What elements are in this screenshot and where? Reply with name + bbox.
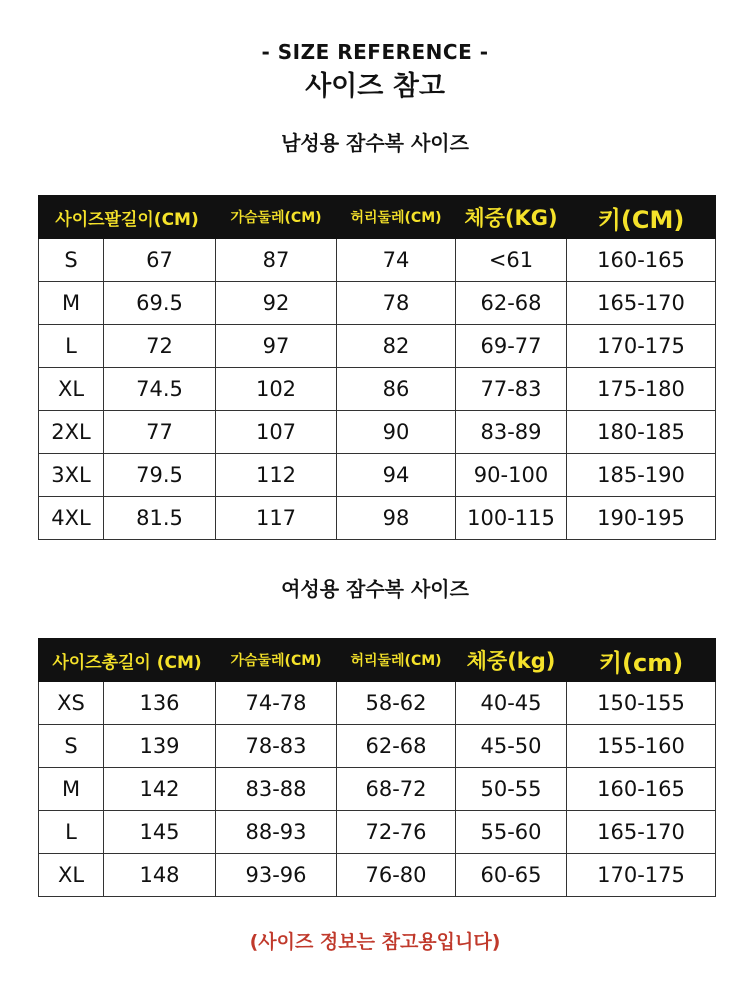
length-cell: 139 xyxy=(104,725,216,768)
weight-cell: 62-68 xyxy=(456,282,567,325)
height-cell: 150-155 xyxy=(567,682,716,725)
waist-cell: 98 xyxy=(337,497,456,540)
men-size-table xyxy=(38,195,716,540)
table-row xyxy=(39,454,716,497)
size-cell: 2XL xyxy=(39,411,104,454)
chest-cell: 92 xyxy=(216,282,337,325)
waist-cell: 76-80 xyxy=(337,854,456,897)
chest-cell: 112 xyxy=(216,454,337,497)
size-cell: XS xyxy=(39,682,104,725)
length-cell: 79.5 xyxy=(104,454,216,497)
height-cell: 155-160 xyxy=(567,725,716,768)
men-header-size-arm: 사이즈팔길이(CM) xyxy=(39,196,216,239)
length-cell: 67 xyxy=(104,239,216,282)
length-cell: 136 xyxy=(104,682,216,725)
men-header-chest: 가슴둘레(CM) xyxy=(216,196,337,239)
men-header-height: 키(CM) xyxy=(567,196,716,239)
reference-note: (사이즈 정보는 참고용입니다) xyxy=(249,931,501,953)
weight-cell: 100-115 xyxy=(456,497,567,540)
size-cell: L xyxy=(39,811,104,854)
women-section-title: 여성용 잠수복 사이즈 xyxy=(281,577,469,601)
table-row xyxy=(39,368,716,411)
waist-cell: 58-62 xyxy=(337,682,456,725)
height-cell: 160-165 xyxy=(567,768,716,811)
chest-cell: 74-78 xyxy=(216,682,337,725)
weight-cell: 77-83 xyxy=(456,368,567,411)
table-row xyxy=(39,811,716,854)
table-row xyxy=(39,239,716,282)
table-row xyxy=(39,325,716,368)
height-cell: 185-190 xyxy=(567,454,716,497)
chest-cell: 83-88 xyxy=(216,768,337,811)
size-cell: M xyxy=(39,282,104,325)
size-cell: L xyxy=(39,325,104,368)
women-header-chest: 가슴둘레(CM) xyxy=(216,639,337,682)
table-row xyxy=(39,497,716,540)
height-cell: 190-195 xyxy=(567,497,716,540)
length-cell: 77 xyxy=(104,411,216,454)
length-cell: 148 xyxy=(104,854,216,897)
weight-cell: 60-65 xyxy=(456,854,567,897)
chest-cell: 107 xyxy=(216,411,337,454)
women-size-table xyxy=(38,638,716,897)
header-title-en: - SIZE REFERENCE - xyxy=(261,40,489,64)
women-header-weight: 체중(kg) xyxy=(456,639,567,682)
length-cell: 142 xyxy=(104,768,216,811)
women-header-size-length: 사이즈총길이 (CM) xyxy=(39,639,216,682)
size-cell: 4XL xyxy=(39,497,104,540)
weight-cell: 69-77 xyxy=(456,325,567,368)
size-cell: XL xyxy=(39,854,104,897)
size-cell: 3XL xyxy=(39,454,104,497)
size-cell: XL xyxy=(39,368,104,411)
length-cell: 72 xyxy=(104,325,216,368)
size-cell: S xyxy=(39,239,104,282)
women-table-body xyxy=(39,682,716,897)
weight-cell: 45-50 xyxy=(456,725,567,768)
men-header-waist: 허리둘레(CM) xyxy=(337,196,456,239)
chest-cell: 102 xyxy=(216,368,337,411)
header-title-ko: 사이즈 참고 xyxy=(305,71,445,102)
men-section-title: 남성용 잠수복 사이즈 xyxy=(281,131,469,155)
length-cell: 145 xyxy=(104,811,216,854)
men-header-weight: 체중(KG) xyxy=(456,196,567,239)
women-header-waist: 허리둘레(CM) xyxy=(337,639,456,682)
chest-cell: 78-83 xyxy=(216,725,337,768)
waist-cell: 68-72 xyxy=(337,768,456,811)
chest-cell: 97 xyxy=(216,325,337,368)
table-row xyxy=(39,854,716,897)
table-row xyxy=(39,725,716,768)
waist-cell: 72-76 xyxy=(337,811,456,854)
height-cell: 160-165 xyxy=(567,239,716,282)
waist-cell: 82 xyxy=(337,325,456,368)
height-cell: 165-170 xyxy=(567,811,716,854)
table-row xyxy=(39,282,716,325)
table-row xyxy=(39,768,716,811)
height-cell: 170-175 xyxy=(567,854,716,897)
weight-cell: <61 xyxy=(456,239,567,282)
height-cell: 170-175 xyxy=(567,325,716,368)
women-header-height: 키(cm) xyxy=(567,639,716,682)
weight-cell: 40-45 xyxy=(456,682,567,725)
height-cell: 175-180 xyxy=(567,368,716,411)
women-table-header-row xyxy=(39,639,716,682)
length-cell: 81.5 xyxy=(104,497,216,540)
weight-cell: 90-100 xyxy=(456,454,567,497)
size-cell: S xyxy=(39,725,104,768)
waist-cell: 78 xyxy=(337,282,456,325)
height-cell: 180-185 xyxy=(567,411,716,454)
chest-cell: 87 xyxy=(216,239,337,282)
waist-cell: 90 xyxy=(337,411,456,454)
waist-cell: 94 xyxy=(337,454,456,497)
waist-cell: 86 xyxy=(337,368,456,411)
length-cell: 69.5 xyxy=(104,282,216,325)
waist-cell: 74 xyxy=(337,239,456,282)
men-table-body xyxy=(39,239,716,540)
table-row xyxy=(39,682,716,725)
weight-cell: 55-60 xyxy=(456,811,567,854)
chest-cell: 117 xyxy=(216,497,337,540)
size-cell: M xyxy=(39,768,104,811)
chest-cell: 93-96 xyxy=(216,854,337,897)
weight-cell: 50-55 xyxy=(456,768,567,811)
table-row xyxy=(39,411,716,454)
length-cell: 74.5 xyxy=(104,368,216,411)
waist-cell: 62-68 xyxy=(337,725,456,768)
weight-cell: 83-89 xyxy=(456,411,567,454)
chest-cell: 88-93 xyxy=(216,811,337,854)
height-cell: 165-170 xyxy=(567,282,716,325)
men-table-header-row xyxy=(39,196,716,239)
